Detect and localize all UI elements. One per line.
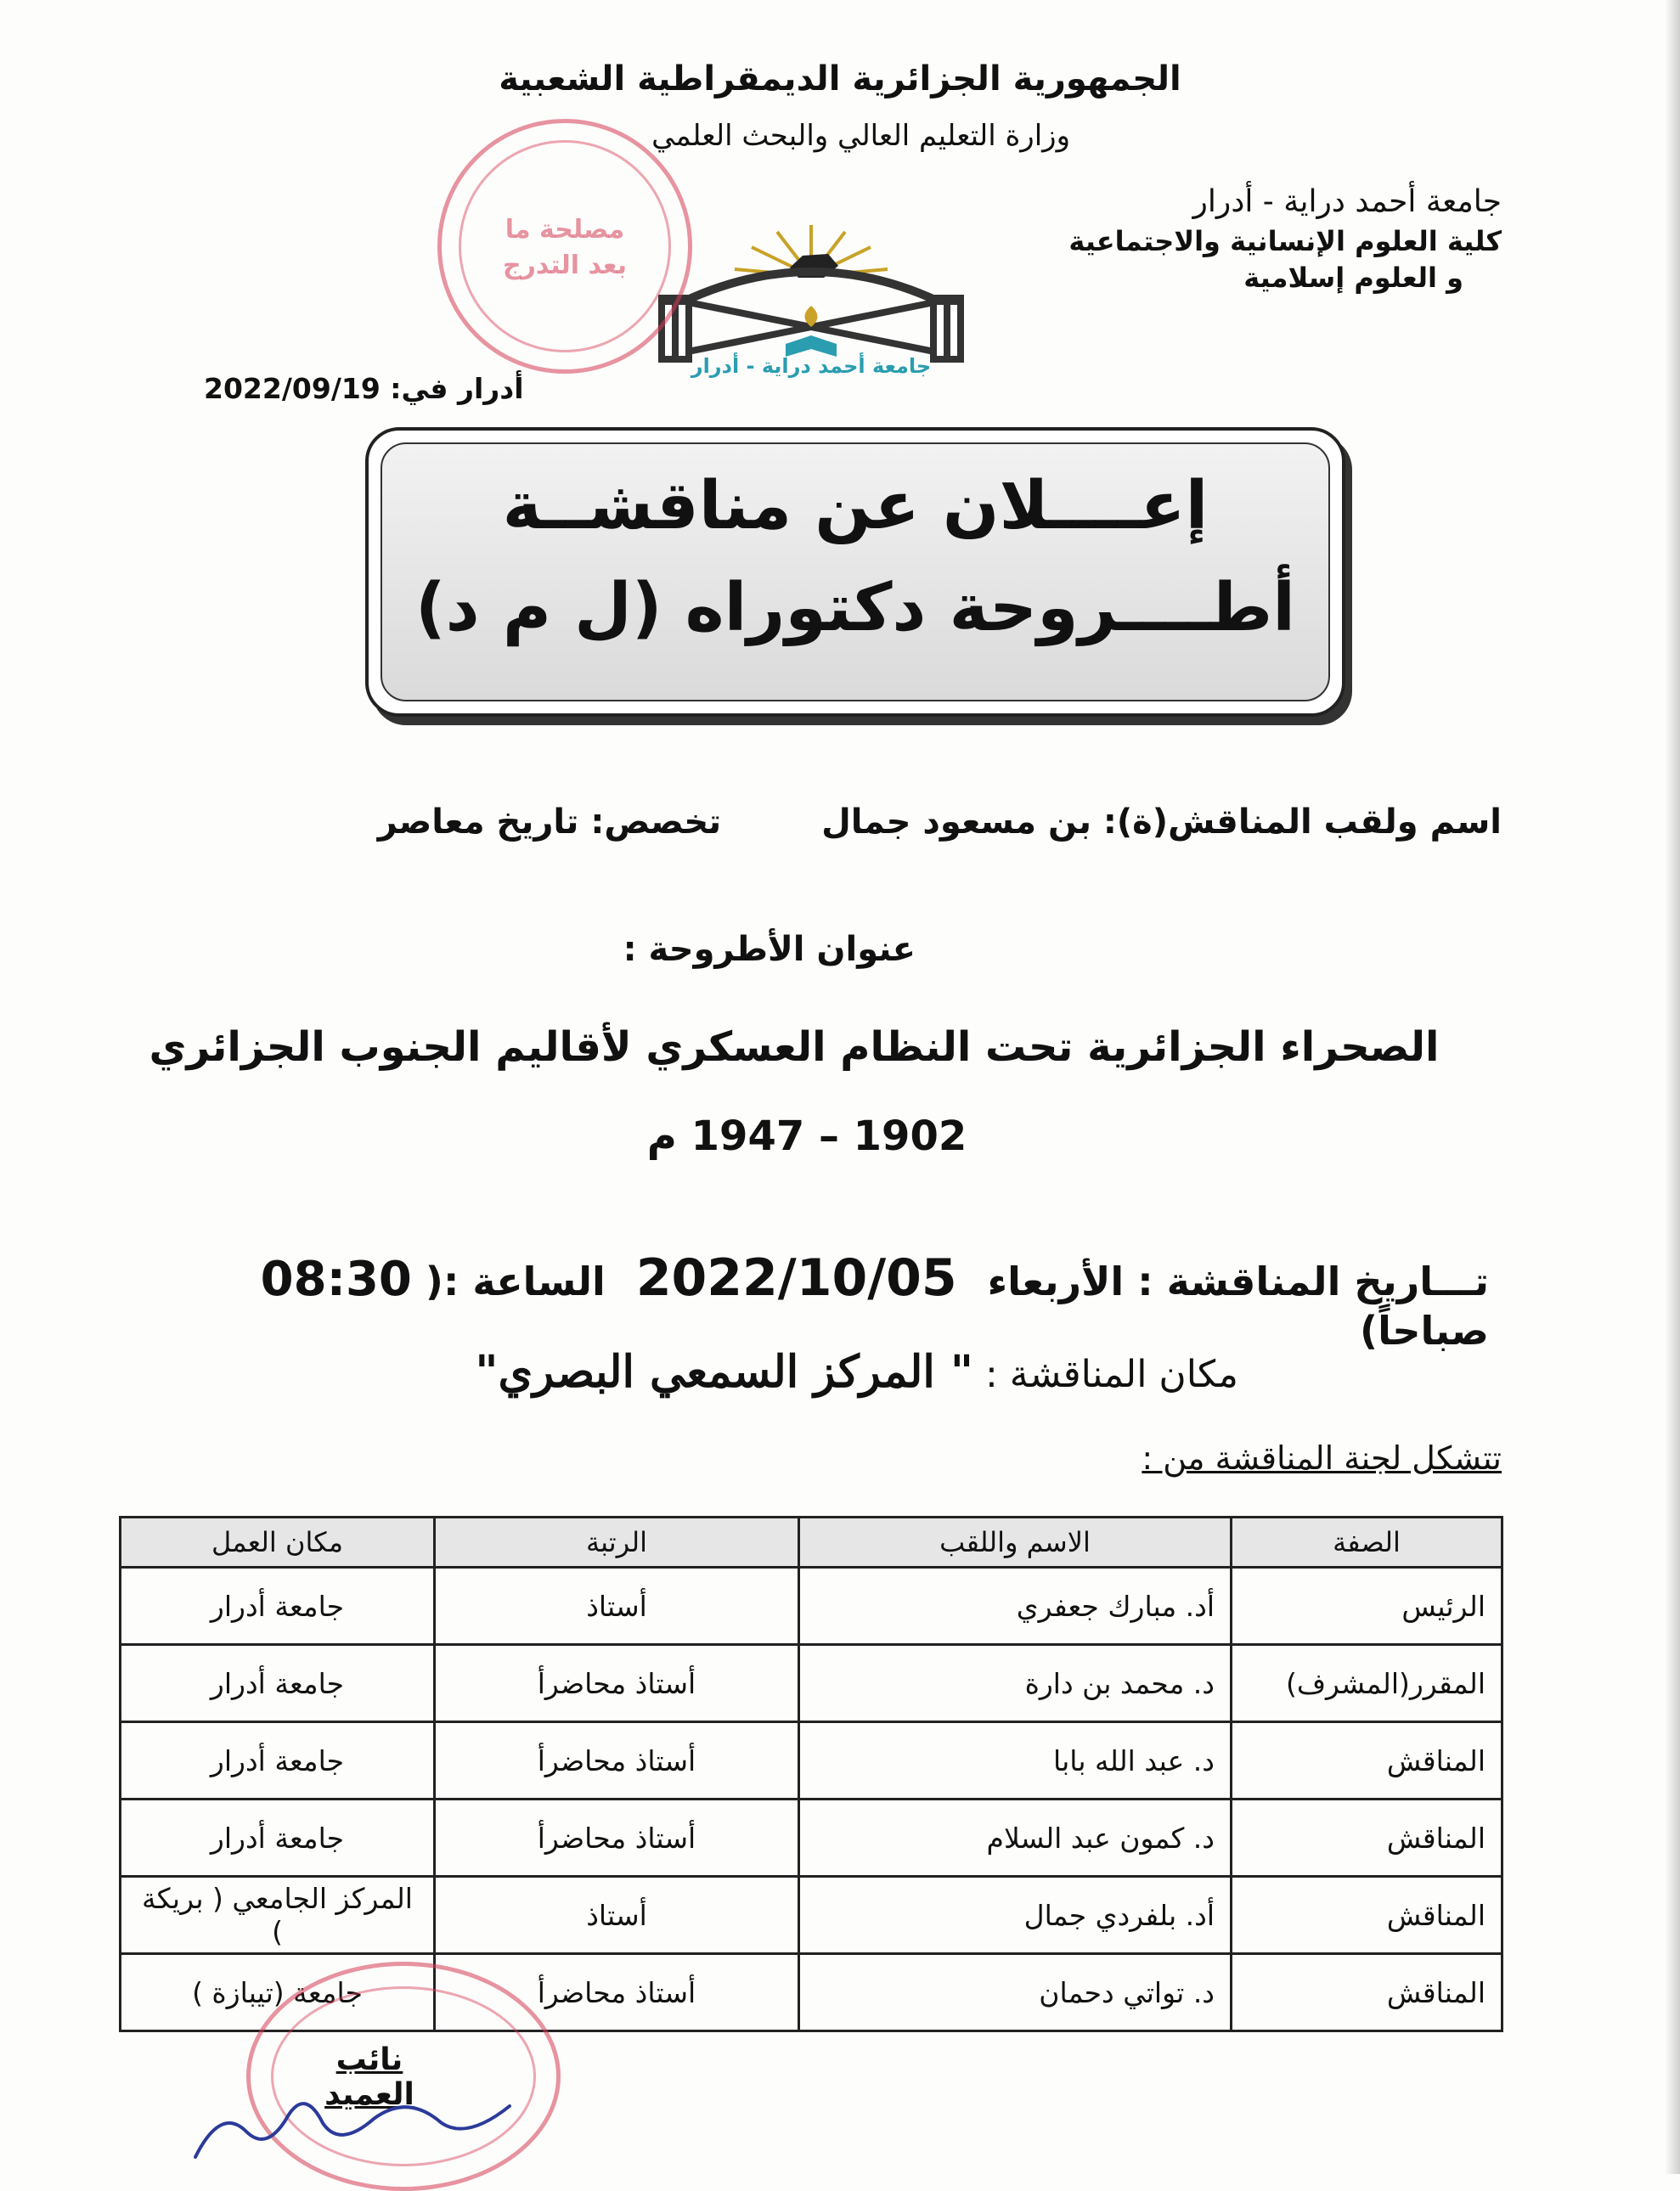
table-row [121,1645,1502,1722]
defense-place-label: مكان المناقشة : [984,1353,1238,1396]
university-logo [650,217,972,386]
defense-datetime [130,1248,1489,1354]
defense-time-suffix: صباحاً) [1360,1308,1489,1354]
role-cell: الرئيس [1232,1568,1502,1645]
rank-cell: أستاذ [435,1877,799,1954]
rank-cell: أستاذ محاضرأ [435,1722,799,1800]
role-cell: المناقش [1232,1722,1502,1800]
defense-time: 08:30 [260,1252,412,1307]
role-cell: المناقش [1232,1954,1502,2031]
name-cell: د. عبد الله بابا [799,1722,1232,1800]
stamp-text: مصلحة ما بعد التدرج [503,215,627,280]
place-cell: جامعة أدرار [121,1800,435,1877]
place-cell: جامعة أدرار [121,1568,435,1645]
header-place: مكان العمل [121,1518,435,1568]
republic-heading: الجمهورية الجزائرية الديمقراطية الشعبية [499,59,1181,99]
role-cell: المناقش [1232,1877,1502,1954]
place-cell: جامعة أدرار [121,1722,435,1800]
name-cell: د. كمون عبد السلام [799,1800,1232,1877]
committee-intro: تتشكل لجنة المناقشة من : [1142,1439,1502,1477]
announcement-title-box [365,427,1345,717]
thesis-title-line1: الصحراء الجزائرية تحت النظام العسكري لأقاليم الجنوب الجزائري [149,1023,1440,1071]
table-header-row [121,1518,1502,1568]
rank-cell: أستاذ محاضرأ [435,1800,799,1877]
specialty-value: تاريخ معاصر [377,803,579,842]
place-cell: جامعة (تيبازة ) [121,1954,435,2031]
name-cell: د. محمد بن دارة [799,1645,1232,1722]
place-cell: جامعة أدرار [121,1645,435,1722]
rank-cell: أستاذ محاضرأ [435,1645,799,1722]
defense-place-line [219,1346,1238,1398]
specialty-label: تخصص: [590,803,722,842]
faculty-line1: كلية العلوم الإنسانية والاجتماعية [1068,224,1502,257]
name-cell: أد. بلفردي جمال [799,1877,1232,1954]
defense-date: 2022/10/05 [635,1248,957,1308]
name-cell: أد. مبارك جعفري [799,1568,1232,1645]
faculty-line2: و العلوم إسلامية [1243,261,1463,294]
committee-table [119,1516,1503,2032]
name-cell: د. تواتي دحمان [799,1954,1232,2031]
candidate-name: بن مسعود جمال [821,803,1091,842]
defense-day: الأربعاء [987,1259,1125,1304]
ministry-heading: وزارة التعليم العالي والبحث العلمي [651,119,1070,153]
candidate-name-label: اسم ولقب المناقش(ة): [1102,803,1502,842]
date-value: 2022/09/19 [204,372,381,405]
defense-place: " المركز السمعي البصري" [475,1346,973,1398]
header-rank: الرتبة [435,1518,799,1568]
table-row [121,1877,1502,1954]
header-role: الصفة [1232,1518,1502,1568]
university-name: جامعة أحمد دراية - أدرار [1192,184,1502,219]
role-cell: المقرر(المشرف) [1232,1645,1502,1722]
table-row [121,1568,1502,1645]
defense-date-label: تـــاريخ المناقشة : [1137,1259,1489,1304]
role-cell: المناقش [1232,1800,1502,1877]
candidate-line [228,803,1502,842]
defense-time-label: الساعة :( [425,1259,606,1304]
table-row [121,1722,1502,1800]
place-cell: المركز الجامعي ( بريكة ) [121,1877,435,1954]
table-row [121,1800,1502,1877]
thesis-title-line2: 1902 – 1947 م [646,1112,967,1160]
university-block [1026,182,1502,296]
title-line1: إعــــلان عن مناقشــة [502,468,1209,544]
date-label: أدرار في: [390,372,524,405]
title-line2: أطــــروحة دكتوراه (ل م د) [415,570,1295,646]
signature-scribble [187,2072,544,2166]
rank-cell: أستاذ [435,1568,799,1645]
signature-title: نائب العميد [324,2042,414,2112]
rank-cell: أستاذ محاضرأ [435,1954,799,2031]
scan-edge-shadow [1665,0,1680,2174]
official-stamp-top [437,119,692,374]
date-line [204,372,561,405]
header-name: الاسم واللقب [799,1518,1232,1568]
thesis-title-label: عنوان الأطروحة : [623,930,916,969]
logo-caption: جامعة أحمد دراية - أدرار [691,354,932,378]
